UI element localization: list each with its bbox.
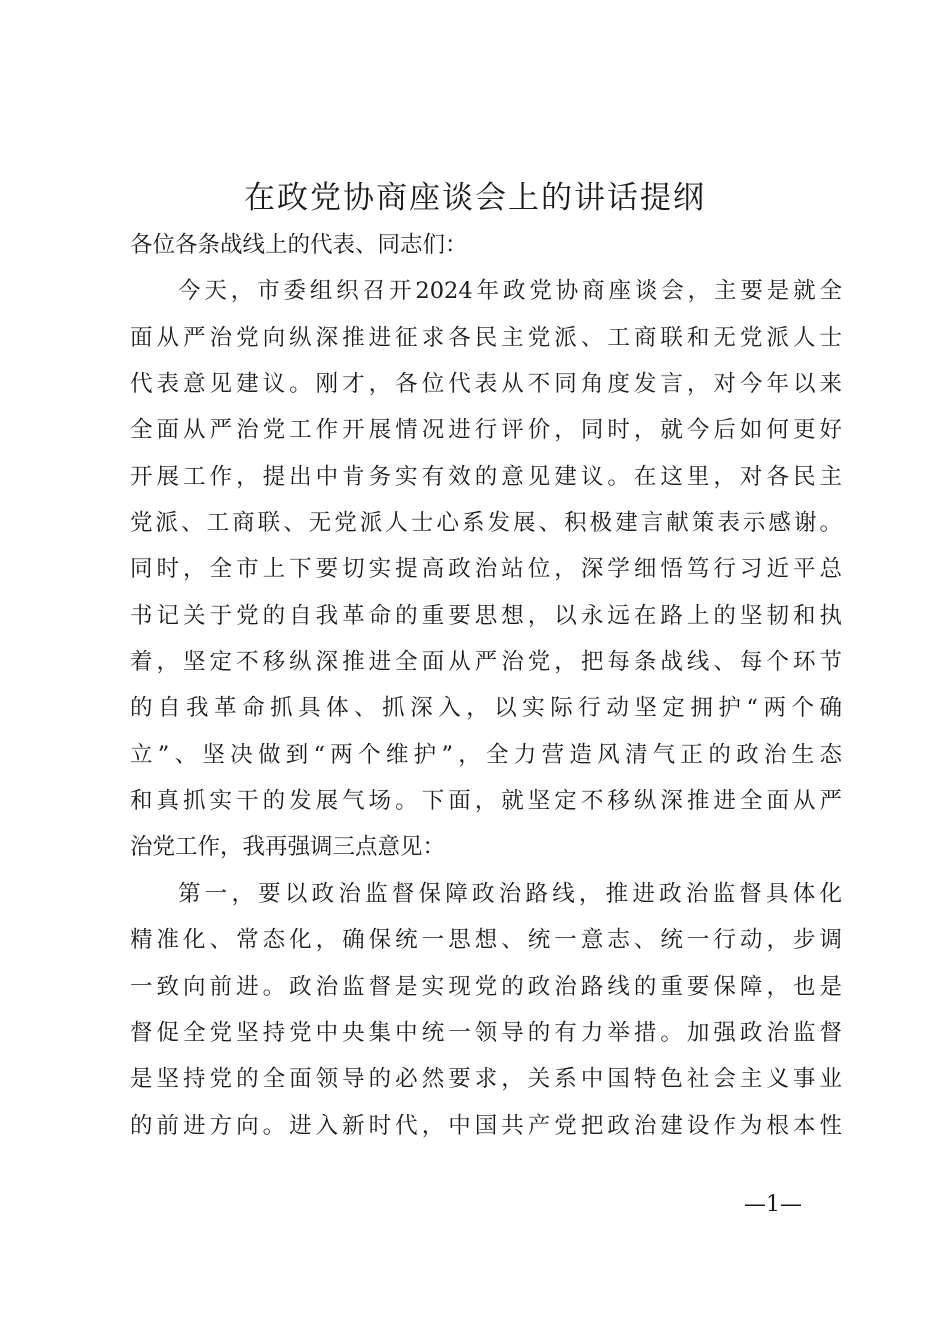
paragraph-2-line: 的前进方向。进入新时代，中国共产党把政治建设作为根本性 <box>130 1112 842 1139</box>
paragraph-1-line: 着，坚定不移纵深推进全面从严治党，把每条战线、每个环节 <box>130 649 842 676</box>
paragraph-1-line: 立”、坚决做到“两个维护”，全力营造风清气正的政治生态 <box>130 741 842 768</box>
paragraph-1-line: 治党工作，我再强调三点意见： <box>130 834 446 861</box>
paragraph-2-line: 精准化、常态化，确保统一思想、统一意志、统一行动，步调 <box>130 927 842 954</box>
paragraph-2-line: 一致向前进。政治监督是实现党的政治路线的重要保障，也是 <box>130 973 842 1000</box>
paragraph-1-line: 开展工作，提出中肯务实有效的意见建议。在这里，对各民主 <box>130 463 842 490</box>
paragraph-2-line: 是坚持党的全面领导的必然要求，关系中国特色社会主义事业 <box>130 1066 842 1093</box>
paragraph-2-line: 督促全党坚持党中央集中统一领导的有力举措。加强政治监督 <box>130 1019 842 1046</box>
paragraph-1-line: 书记关于党的自我革命的重要思想，以永远在路上的坚韧和执 <box>130 602 842 629</box>
paragraph-1-line: 和真抓实干的发展气场。下面，就坚定不移纵深推进全面从严 <box>130 788 842 815</box>
paragraph-1-line: 面从严治党向纵深推进征求各民主党派、工商联和无党派人士 <box>130 324 842 351</box>
paragraph-1-line: 同时，全市上下要切实提高政治站位，深学细悟笃行习近平总 <box>130 556 842 583</box>
paragraph-1-line: 全面从严治党工作开展情况进行评价，同时，就今后如何更好 <box>130 417 842 444</box>
document-title: 在政党协商座谈会上的讲话提纲 <box>244 180 706 216</box>
paragraph-1-line: 党派、工商联、无党派人士心系发展、积极建言献策表示感谢。 <box>130 510 842 537</box>
document-body <box>130 222 842 1149</box>
page-number: —1— <box>744 1192 802 1217</box>
salutation: 各位各条战线上的代表、同志们： <box>130 232 468 258</box>
paragraph-2-line: 第一，要以政治监督保障政治路线，推进政治监督具体化 <box>178 880 842 907</box>
paragraph-1-line: 的自我革命抓具体、抓深入，以实际行动坚定拥护“两个确 <box>130 695 842 722</box>
paragraph-1-line: 代表意见建议。刚才，各位代表从不同角度发言，对今年以来 <box>130 371 842 398</box>
paragraph-1-line: 今天，市委组织召开2024年政党协商座谈会，主要是就全 <box>178 278 842 305</box>
